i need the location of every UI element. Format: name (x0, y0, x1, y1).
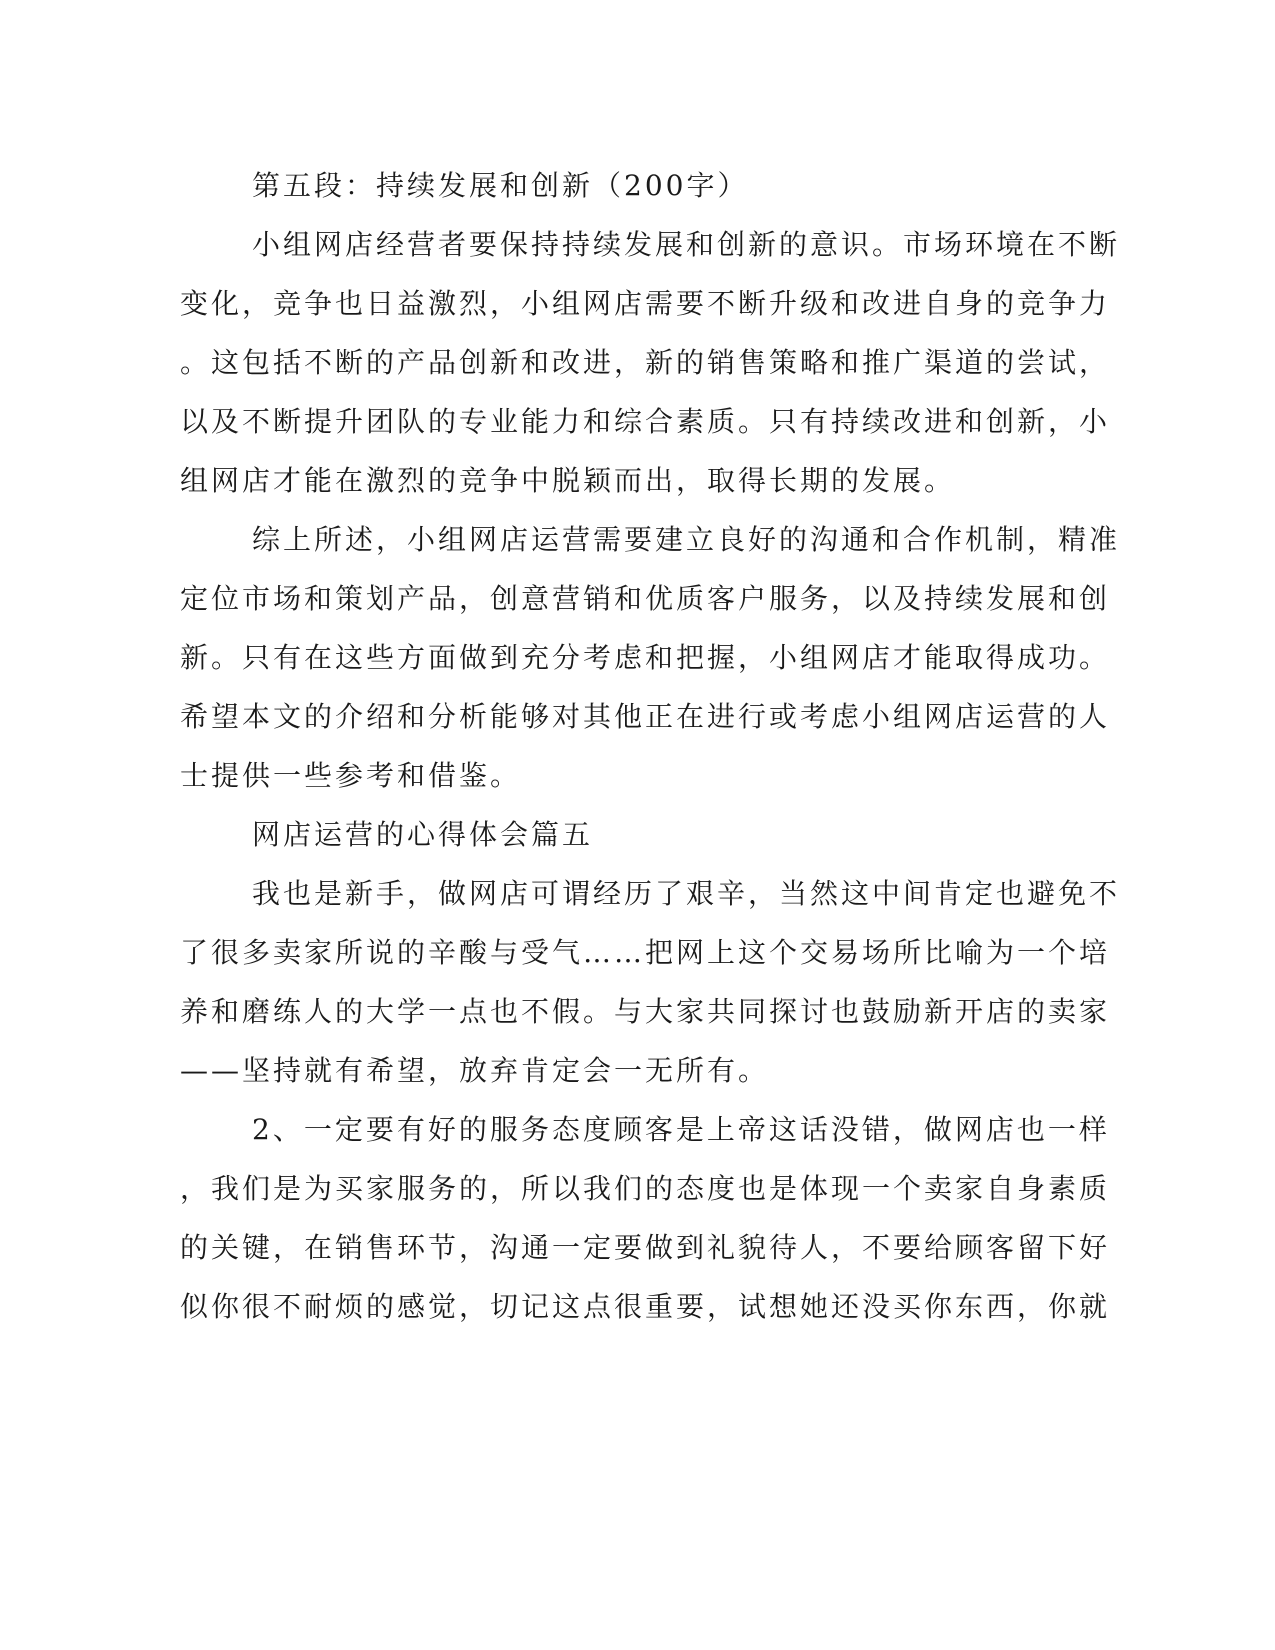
paragraph-line: ——坚持就有希望，放弃肯定会一无所有。 (180, 1054, 770, 1087)
paragraph-line: 似你很不耐烦的感觉，切记这点很重要，试想她还没买你东西，你就 (180, 1290, 1111, 1323)
paragraph-line: 组网店才能在激烈的竞争中脱颖而出，取得长期的发展。 (180, 464, 956, 497)
paragraph-line: 小组网店经营者要保持持续发展和创新的意识。市场环境在不断 (252, 228, 1121, 261)
paragraph-line: 我也是新手，做网店可谓经历了艰辛，当然这中间肯定也避免不 (252, 877, 1121, 910)
article-title: 网店运营的心得体会篇五 (252, 818, 594, 851)
paragraph-line: 养和磨练人的大学一点也不假。与大家共同探讨也鼓励新开店的卖家 (180, 995, 1111, 1028)
paragraph-line: 2、一定要有好的服务态度顾客是上帝这话没错，做网店也一样 (252, 1113, 1110, 1146)
paragraph-line: 以及不断提升团队的专业能力和综合素质。只有持续改进和创新，小 (180, 405, 1111, 438)
paragraph-line: 新。只有在这些方面做到充分考虑和把握，小组网店才能取得成功。 (180, 641, 1111, 674)
paragraph-line: 的关键，在销售环节，沟通一定要做到礼貌待人，不要给顾客留下好 (180, 1231, 1111, 1264)
paragraph-line: 了很多卖家所说的辛酸与受气……把网上这个交易场所比喻为一个培 (180, 936, 1111, 969)
paragraph-line: 士提供一些参考和借鉴。 (180, 759, 522, 792)
section-heading: 第五段：持续发展和创新（200字） (252, 169, 749, 202)
body-text (180, 156, 1121, 1336)
paragraph-line: 变化，竞争也日益激烈，小组网店需要不断升级和改进自身的竞争力 (180, 287, 1111, 320)
paragraph-line: 综上所述，小组网店运营需要建立良好的沟通和合作机制，精准 (252, 523, 1121, 556)
paragraph-line: ，我们是为买家服务的，所以我们的态度也是体现一个卖家自身素质 (180, 1172, 1111, 1205)
paragraph-line: 希望本文的介绍和分析能够对其他正在进行或考虑小组网店运营的人 (180, 700, 1111, 733)
paragraph-line: 。这包括不断的产品创新和改进，新的销售策略和推广渠道的尝试， (180, 346, 1111, 379)
paragraph-line: 定位市场和策划产品，创意营销和优质客户服务，以及持续发展和创 (180, 582, 1111, 615)
